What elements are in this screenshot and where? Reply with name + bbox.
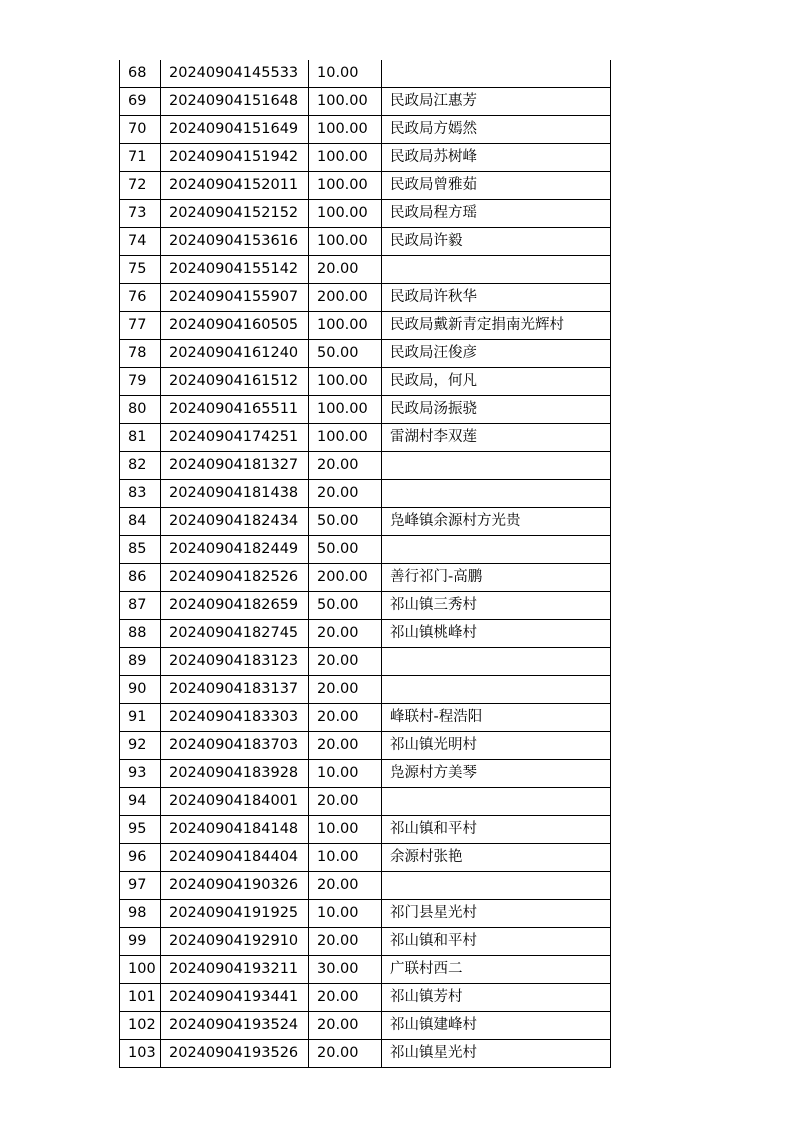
order-id-cell: 20240904192910 bbox=[161, 928, 309, 956]
note-cell: 祁门县星光村 bbox=[382, 900, 611, 928]
row-index-cell: 71 bbox=[120, 144, 161, 172]
table-row bbox=[120, 508, 611, 536]
amount-cell: 30.00 bbox=[309, 956, 382, 984]
amount-cell: 20.00 bbox=[309, 928, 382, 956]
note-cell: 祁山镇和平村 bbox=[382, 928, 611, 956]
table-row bbox=[120, 900, 611, 928]
table-row bbox=[120, 284, 611, 312]
table-row bbox=[120, 200, 611, 228]
order-id-cell: 20240904161512 bbox=[161, 368, 309, 396]
row-index-cell: 102 bbox=[120, 1012, 161, 1040]
row-index-cell: 94 bbox=[120, 788, 161, 816]
order-id-cell: 20240904184404 bbox=[161, 844, 309, 872]
amount-cell: 50.00 bbox=[309, 536, 382, 564]
note-cell: 民政局许毅 bbox=[382, 228, 611, 256]
amount-cell: 200.00 bbox=[309, 564, 382, 592]
amount-cell: 10.00 bbox=[309, 60, 382, 88]
order-id-cell: 20240904155907 bbox=[161, 284, 309, 312]
amount-cell: 20.00 bbox=[309, 620, 382, 648]
row-index-cell: 97 bbox=[120, 872, 161, 900]
amount-cell: 20.00 bbox=[309, 676, 382, 704]
row-index-cell: 70 bbox=[120, 116, 161, 144]
table-row bbox=[120, 368, 611, 396]
note-cell: 民政局苏树峰 bbox=[382, 144, 611, 172]
note-cell: 祁山镇和平村 bbox=[382, 816, 611, 844]
row-index-cell: 88 bbox=[120, 620, 161, 648]
amount-cell: 100.00 bbox=[309, 424, 382, 452]
note-cell: 祁山镇芳村 bbox=[382, 984, 611, 1012]
note-cell bbox=[382, 788, 611, 816]
order-id-cell: 20240904151942 bbox=[161, 144, 309, 172]
table-row bbox=[120, 676, 611, 704]
order-id-cell: 20240904193441 bbox=[161, 984, 309, 1012]
row-index-cell: 79 bbox=[120, 368, 161, 396]
row-index-cell: 101 bbox=[120, 984, 161, 1012]
note-cell: 民政局汪俊彦 bbox=[382, 340, 611, 368]
row-index-cell: 74 bbox=[120, 228, 161, 256]
order-id-cell: 20240904153616 bbox=[161, 228, 309, 256]
note-cell: 广联村西二 bbox=[382, 956, 611, 984]
row-index-cell: 95 bbox=[120, 816, 161, 844]
table-row bbox=[120, 88, 611, 116]
amount-cell: 20.00 bbox=[309, 1012, 382, 1040]
table-row bbox=[120, 452, 611, 480]
note-cell bbox=[382, 648, 611, 676]
table-row bbox=[120, 956, 611, 984]
table-row bbox=[120, 648, 611, 676]
row-index-cell: 91 bbox=[120, 704, 161, 732]
amount-cell: 10.00 bbox=[309, 760, 382, 788]
order-id-cell: 20240904193211 bbox=[161, 956, 309, 984]
row-index-cell: 87 bbox=[120, 592, 161, 620]
amount-cell: 20.00 bbox=[309, 872, 382, 900]
note-cell: 峰联村-程浩阳 bbox=[382, 704, 611, 732]
row-index-cell: 80 bbox=[120, 396, 161, 424]
row-index-cell: 82 bbox=[120, 452, 161, 480]
row-index-cell: 81 bbox=[120, 424, 161, 452]
row-index-cell: 77 bbox=[120, 312, 161, 340]
note-cell: 祁山镇光明村 bbox=[382, 732, 611, 760]
table-row bbox=[120, 536, 611, 564]
amount-cell: 20.00 bbox=[309, 452, 382, 480]
note-cell: 雷湖村李双莲 bbox=[382, 424, 611, 452]
row-index-cell: 103 bbox=[120, 1040, 161, 1068]
donation-table-body bbox=[120, 60, 611, 1068]
table-row bbox=[120, 172, 611, 200]
table-row bbox=[120, 872, 611, 900]
note-cell: 凫源村方美琴 bbox=[382, 760, 611, 788]
order-id-cell: 20240904183123 bbox=[161, 648, 309, 676]
amount-cell: 20.00 bbox=[309, 984, 382, 1012]
note-cell: 民政局方嫣然 bbox=[382, 116, 611, 144]
amount-cell: 20.00 bbox=[309, 732, 382, 760]
order-id-cell: 20240904145533 bbox=[161, 60, 309, 88]
row-index-cell: 73 bbox=[120, 200, 161, 228]
order-id-cell: 20240904165511 bbox=[161, 396, 309, 424]
note-cell: 民政局戴新青定捐南光辉村 bbox=[382, 312, 611, 340]
order-id-cell: 20240904151649 bbox=[161, 116, 309, 144]
amount-cell: 100.00 bbox=[309, 228, 382, 256]
order-id-cell: 20240904182526 bbox=[161, 564, 309, 592]
note-cell bbox=[382, 452, 611, 480]
table-row bbox=[120, 704, 611, 732]
table-row bbox=[120, 928, 611, 956]
table-row bbox=[120, 396, 611, 424]
order-id-cell: 20240904183703 bbox=[161, 732, 309, 760]
order-id-cell: 20240904193524 bbox=[161, 1012, 309, 1040]
order-id-cell: 20240904191925 bbox=[161, 900, 309, 928]
table-row bbox=[120, 788, 611, 816]
order-id-cell: 20240904160505 bbox=[161, 312, 309, 340]
table-row bbox=[120, 116, 611, 144]
row-index-cell: 89 bbox=[120, 648, 161, 676]
order-id-cell: 20240904184148 bbox=[161, 816, 309, 844]
row-index-cell: 72 bbox=[120, 172, 161, 200]
order-id-cell: 20240904155142 bbox=[161, 256, 309, 284]
row-index-cell: 98 bbox=[120, 900, 161, 928]
amount-cell: 100.00 bbox=[309, 200, 382, 228]
table-row bbox=[120, 984, 611, 1012]
order-id-cell: 20240904152152 bbox=[161, 200, 309, 228]
table-row bbox=[120, 732, 611, 760]
table-row bbox=[120, 312, 611, 340]
note-cell: 祁山镇建峰村 bbox=[382, 1012, 611, 1040]
order-id-cell: 20240904161240 bbox=[161, 340, 309, 368]
amount-cell: 10.00 bbox=[309, 900, 382, 928]
note-cell: 民政局许秋华 bbox=[382, 284, 611, 312]
note-cell bbox=[382, 256, 611, 284]
note-cell: 祁山镇三秀村 bbox=[382, 592, 611, 620]
amount-cell: 100.00 bbox=[309, 396, 382, 424]
table-row bbox=[120, 844, 611, 872]
amount-cell: 50.00 bbox=[309, 340, 382, 368]
amount-cell: 100.00 bbox=[309, 172, 382, 200]
donation-table bbox=[119, 60, 611, 1068]
order-id-cell: 20240904193526 bbox=[161, 1040, 309, 1068]
order-id-cell: 20240904190326 bbox=[161, 872, 309, 900]
order-id-cell: 20240904152011 bbox=[161, 172, 309, 200]
note-cell: 祁山镇星光村 bbox=[382, 1040, 611, 1068]
amount-cell: 20.00 bbox=[309, 788, 382, 816]
note-cell: 民政局程方瑶 bbox=[382, 200, 611, 228]
row-index-cell: 75 bbox=[120, 256, 161, 284]
order-id-cell: 20240904181327 bbox=[161, 452, 309, 480]
note-cell: 民政局汤振骁 bbox=[382, 396, 611, 424]
amount-cell: 20.00 bbox=[309, 480, 382, 508]
row-index-cell: 84 bbox=[120, 508, 161, 536]
amount-cell: 100.00 bbox=[309, 116, 382, 144]
table-row bbox=[120, 144, 611, 172]
amount-cell: 50.00 bbox=[309, 592, 382, 620]
row-index-cell: 99 bbox=[120, 928, 161, 956]
row-index-cell: 68 bbox=[120, 60, 161, 88]
table-row bbox=[120, 760, 611, 788]
table-row bbox=[120, 564, 611, 592]
order-id-cell: 20240904151648 bbox=[161, 88, 309, 116]
note-cell: 凫峰镇余源村方光贵 bbox=[382, 508, 611, 536]
order-id-cell: 20240904182449 bbox=[161, 536, 309, 564]
amount-cell: 100.00 bbox=[309, 368, 382, 396]
row-index-cell: 83 bbox=[120, 480, 161, 508]
order-id-cell: 20240904184001 bbox=[161, 788, 309, 816]
order-id-cell: 20240904182745 bbox=[161, 620, 309, 648]
table-row bbox=[120, 816, 611, 844]
note-cell bbox=[382, 536, 611, 564]
row-index-cell: 86 bbox=[120, 564, 161, 592]
amount-cell: 20.00 bbox=[309, 256, 382, 284]
amount-cell: 50.00 bbox=[309, 508, 382, 536]
note-cell: 民政局，何凡 bbox=[382, 368, 611, 396]
amount-cell: 100.00 bbox=[309, 312, 382, 340]
note-cell bbox=[382, 676, 611, 704]
amount-cell: 20.00 bbox=[309, 1040, 382, 1068]
order-id-cell: 20240904183303 bbox=[161, 704, 309, 732]
table-row bbox=[120, 1040, 611, 1068]
row-index-cell: 93 bbox=[120, 760, 161, 788]
note-cell: 祁山镇桃峰村 bbox=[382, 620, 611, 648]
note-cell: 民政局曾雅茹 bbox=[382, 172, 611, 200]
amount-cell: 200.00 bbox=[309, 284, 382, 312]
row-index-cell: 96 bbox=[120, 844, 161, 872]
table-row bbox=[120, 340, 611, 368]
note-cell: 善行祁门-高鹏 bbox=[382, 564, 611, 592]
amount-cell: 10.00 bbox=[309, 844, 382, 872]
note-cell bbox=[382, 872, 611, 900]
amount-cell: 100.00 bbox=[309, 88, 382, 116]
note-cell: 余源村张艳 bbox=[382, 844, 611, 872]
table-row bbox=[120, 60, 611, 88]
table-row bbox=[120, 1012, 611, 1040]
note-cell: 民政局江惠芳 bbox=[382, 88, 611, 116]
row-index-cell: 100 bbox=[120, 956, 161, 984]
order-id-cell: 20240904182434 bbox=[161, 508, 309, 536]
table-row bbox=[120, 620, 611, 648]
order-id-cell: 20240904183928 bbox=[161, 760, 309, 788]
table-row bbox=[120, 256, 611, 284]
amount-cell: 10.00 bbox=[309, 816, 382, 844]
table-row bbox=[120, 228, 611, 256]
row-index-cell: 85 bbox=[120, 536, 161, 564]
amount-cell: 20.00 bbox=[309, 648, 382, 676]
order-id-cell: 20240904183137 bbox=[161, 676, 309, 704]
table-row bbox=[120, 480, 611, 508]
row-index-cell: 78 bbox=[120, 340, 161, 368]
order-id-cell: 20240904174251 bbox=[161, 424, 309, 452]
table-row bbox=[120, 424, 611, 452]
amount-cell: 100.00 bbox=[309, 144, 382, 172]
note-cell bbox=[382, 480, 611, 508]
row-index-cell: 90 bbox=[120, 676, 161, 704]
amount-cell: 20.00 bbox=[309, 704, 382, 732]
row-index-cell: 76 bbox=[120, 284, 161, 312]
table-row bbox=[120, 592, 611, 620]
order-id-cell: 20240904182659 bbox=[161, 592, 309, 620]
note-cell bbox=[382, 60, 611, 88]
order-id-cell: 20240904181438 bbox=[161, 480, 309, 508]
row-index-cell: 69 bbox=[120, 88, 161, 116]
row-index-cell: 92 bbox=[120, 732, 161, 760]
